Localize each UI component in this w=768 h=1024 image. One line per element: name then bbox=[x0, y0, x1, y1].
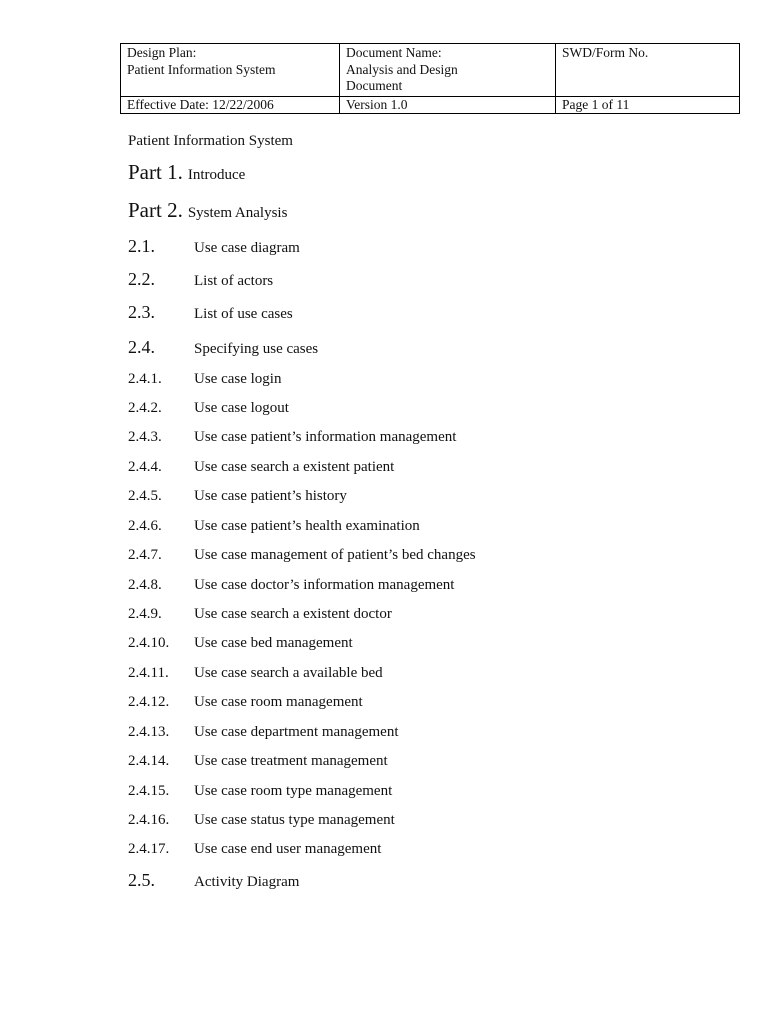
toc-item-number: 2.4.6. bbox=[128, 518, 162, 534]
toc-item-number: 2.4.9. bbox=[128, 606, 162, 622]
toc-item-text: Use case login bbox=[194, 371, 282, 387]
toc-item bbox=[128, 811, 395, 829]
toc-item-number: 2.4.13. bbox=[128, 724, 170, 740]
version: Version 1.0 bbox=[340, 96, 556, 114]
toc-item-text: Use case end user management bbox=[194, 841, 382, 857]
toc-item-number: 2.2. bbox=[128, 269, 155, 289]
form-number-cell bbox=[556, 44, 740, 97]
toc-item-number: Part 2. bbox=[128, 198, 183, 222]
toc-item-text: Use case diagram bbox=[194, 240, 300, 256]
toc-item-text: Use case bed management bbox=[194, 635, 353, 651]
toc-item-number: 2.4.16. bbox=[128, 812, 170, 828]
toc-item bbox=[128, 605, 392, 623]
toc-item-number: 2.4.4. bbox=[128, 459, 162, 475]
toc-item-number: 2.4.3. bbox=[128, 429, 162, 445]
toc-item-number: 2.4.2. bbox=[128, 400, 162, 416]
toc-item bbox=[128, 458, 394, 476]
toc-item bbox=[128, 693, 363, 711]
toc-item-text: Introduce bbox=[187, 167, 246, 183]
toc-item-number: 2.1. bbox=[128, 236, 155, 256]
toc-item bbox=[128, 782, 392, 800]
toc-item-text: Use case patient’s health examination bbox=[194, 518, 420, 534]
toc-item bbox=[128, 840, 381, 858]
toc-item-number: 2.4.1. bbox=[128, 371, 162, 387]
toc-item-number: 2.4.10. bbox=[128, 635, 170, 651]
toc-item bbox=[128, 160, 245, 185]
toc-item-number: 2.5. bbox=[128, 870, 155, 890]
toc-item-number: 2.3. bbox=[128, 302, 155, 322]
toc-item bbox=[128, 428, 456, 446]
toc-item-text: List of use cases bbox=[194, 306, 293, 322]
toc-item-text: Activity Diagram bbox=[194, 874, 300, 890]
toc-item bbox=[128, 634, 353, 652]
toc-item bbox=[128, 546, 476, 564]
toc-item-number: 2.4. bbox=[128, 337, 155, 357]
document-title: Patient Information System bbox=[128, 133, 293, 149]
toc-item bbox=[128, 399, 289, 417]
toc-item-text: Use case search a available bed bbox=[194, 665, 383, 681]
toc-item-number: 2.4.11. bbox=[128, 665, 169, 681]
toc-item-number: Part 1. bbox=[128, 160, 183, 184]
toc-item bbox=[128, 517, 420, 535]
toc-item bbox=[128, 870, 299, 891]
toc-item-text: Use case room type management bbox=[194, 783, 393, 799]
toc-item bbox=[128, 752, 388, 770]
design-plan-label: Design Plan: bbox=[127, 45, 197, 60]
toc-item-number: 2.4.14. bbox=[128, 753, 170, 769]
toc-item-number: 2.4.5. bbox=[128, 488, 162, 504]
toc-item bbox=[128, 370, 281, 388]
document-name-value-line1: Analysis and Design bbox=[346, 61, 458, 77]
toc-item-text: Use case logout bbox=[194, 400, 289, 416]
design-plan-cell bbox=[121, 44, 340, 97]
document-header-table bbox=[120, 43, 740, 114]
toc-item-number: 2.4.15. bbox=[128, 783, 170, 799]
toc-item-text: Use case room management bbox=[194, 694, 363, 710]
toc-item bbox=[128, 576, 454, 594]
toc-item bbox=[128, 723, 399, 741]
toc-item bbox=[128, 337, 318, 358]
toc-item bbox=[128, 198, 287, 223]
toc-item-text: Use case department management bbox=[194, 724, 399, 740]
form-number: SWD/Form No. bbox=[562, 45, 649, 60]
toc-item-text: Use case status type management bbox=[194, 812, 395, 828]
toc-item-text: Specifying use cases bbox=[194, 341, 319, 357]
document-name-cell bbox=[340, 44, 556, 97]
toc-item-number: 2.4.12. bbox=[128, 694, 170, 710]
document-name-label: Document Name: bbox=[346, 45, 442, 60]
toc-item bbox=[128, 302, 293, 323]
toc-item-number: 2.4.17. bbox=[128, 841, 170, 857]
toc-item-text: System Analysis bbox=[187, 205, 288, 221]
toc-item bbox=[128, 664, 383, 682]
toc-item-text: Use case patient’s information management bbox=[194, 429, 457, 445]
effective-date: Effective Date: 12/22/2006 bbox=[121, 96, 340, 114]
toc-item-text: Use case treatment management bbox=[194, 753, 388, 769]
toc-item-text: Use case management of patient’s bed changes bbox=[194, 547, 476, 563]
toc-item-text: Use case search a existent patient bbox=[194, 459, 395, 475]
toc-item-text: Use case patient’s history bbox=[194, 488, 347, 504]
toc-item-text: List of actors bbox=[194, 273, 274, 289]
toc-item-number: 2.4.7. bbox=[128, 547, 162, 563]
page-number: Page 1 of 11 bbox=[556, 96, 740, 114]
toc-item-number: 2.4.8. bbox=[128, 577, 162, 593]
document-name-value-line2: Document bbox=[346, 78, 403, 93]
toc-item bbox=[128, 236, 300, 257]
toc-item bbox=[128, 269, 273, 290]
toc-item bbox=[128, 487, 347, 505]
toc-item-text: Use case doctor’s information management bbox=[194, 577, 455, 593]
toc-item-text: Use case search a existent doctor bbox=[194, 606, 392, 622]
design-plan-value: Patient Information System bbox=[127, 61, 276, 77]
